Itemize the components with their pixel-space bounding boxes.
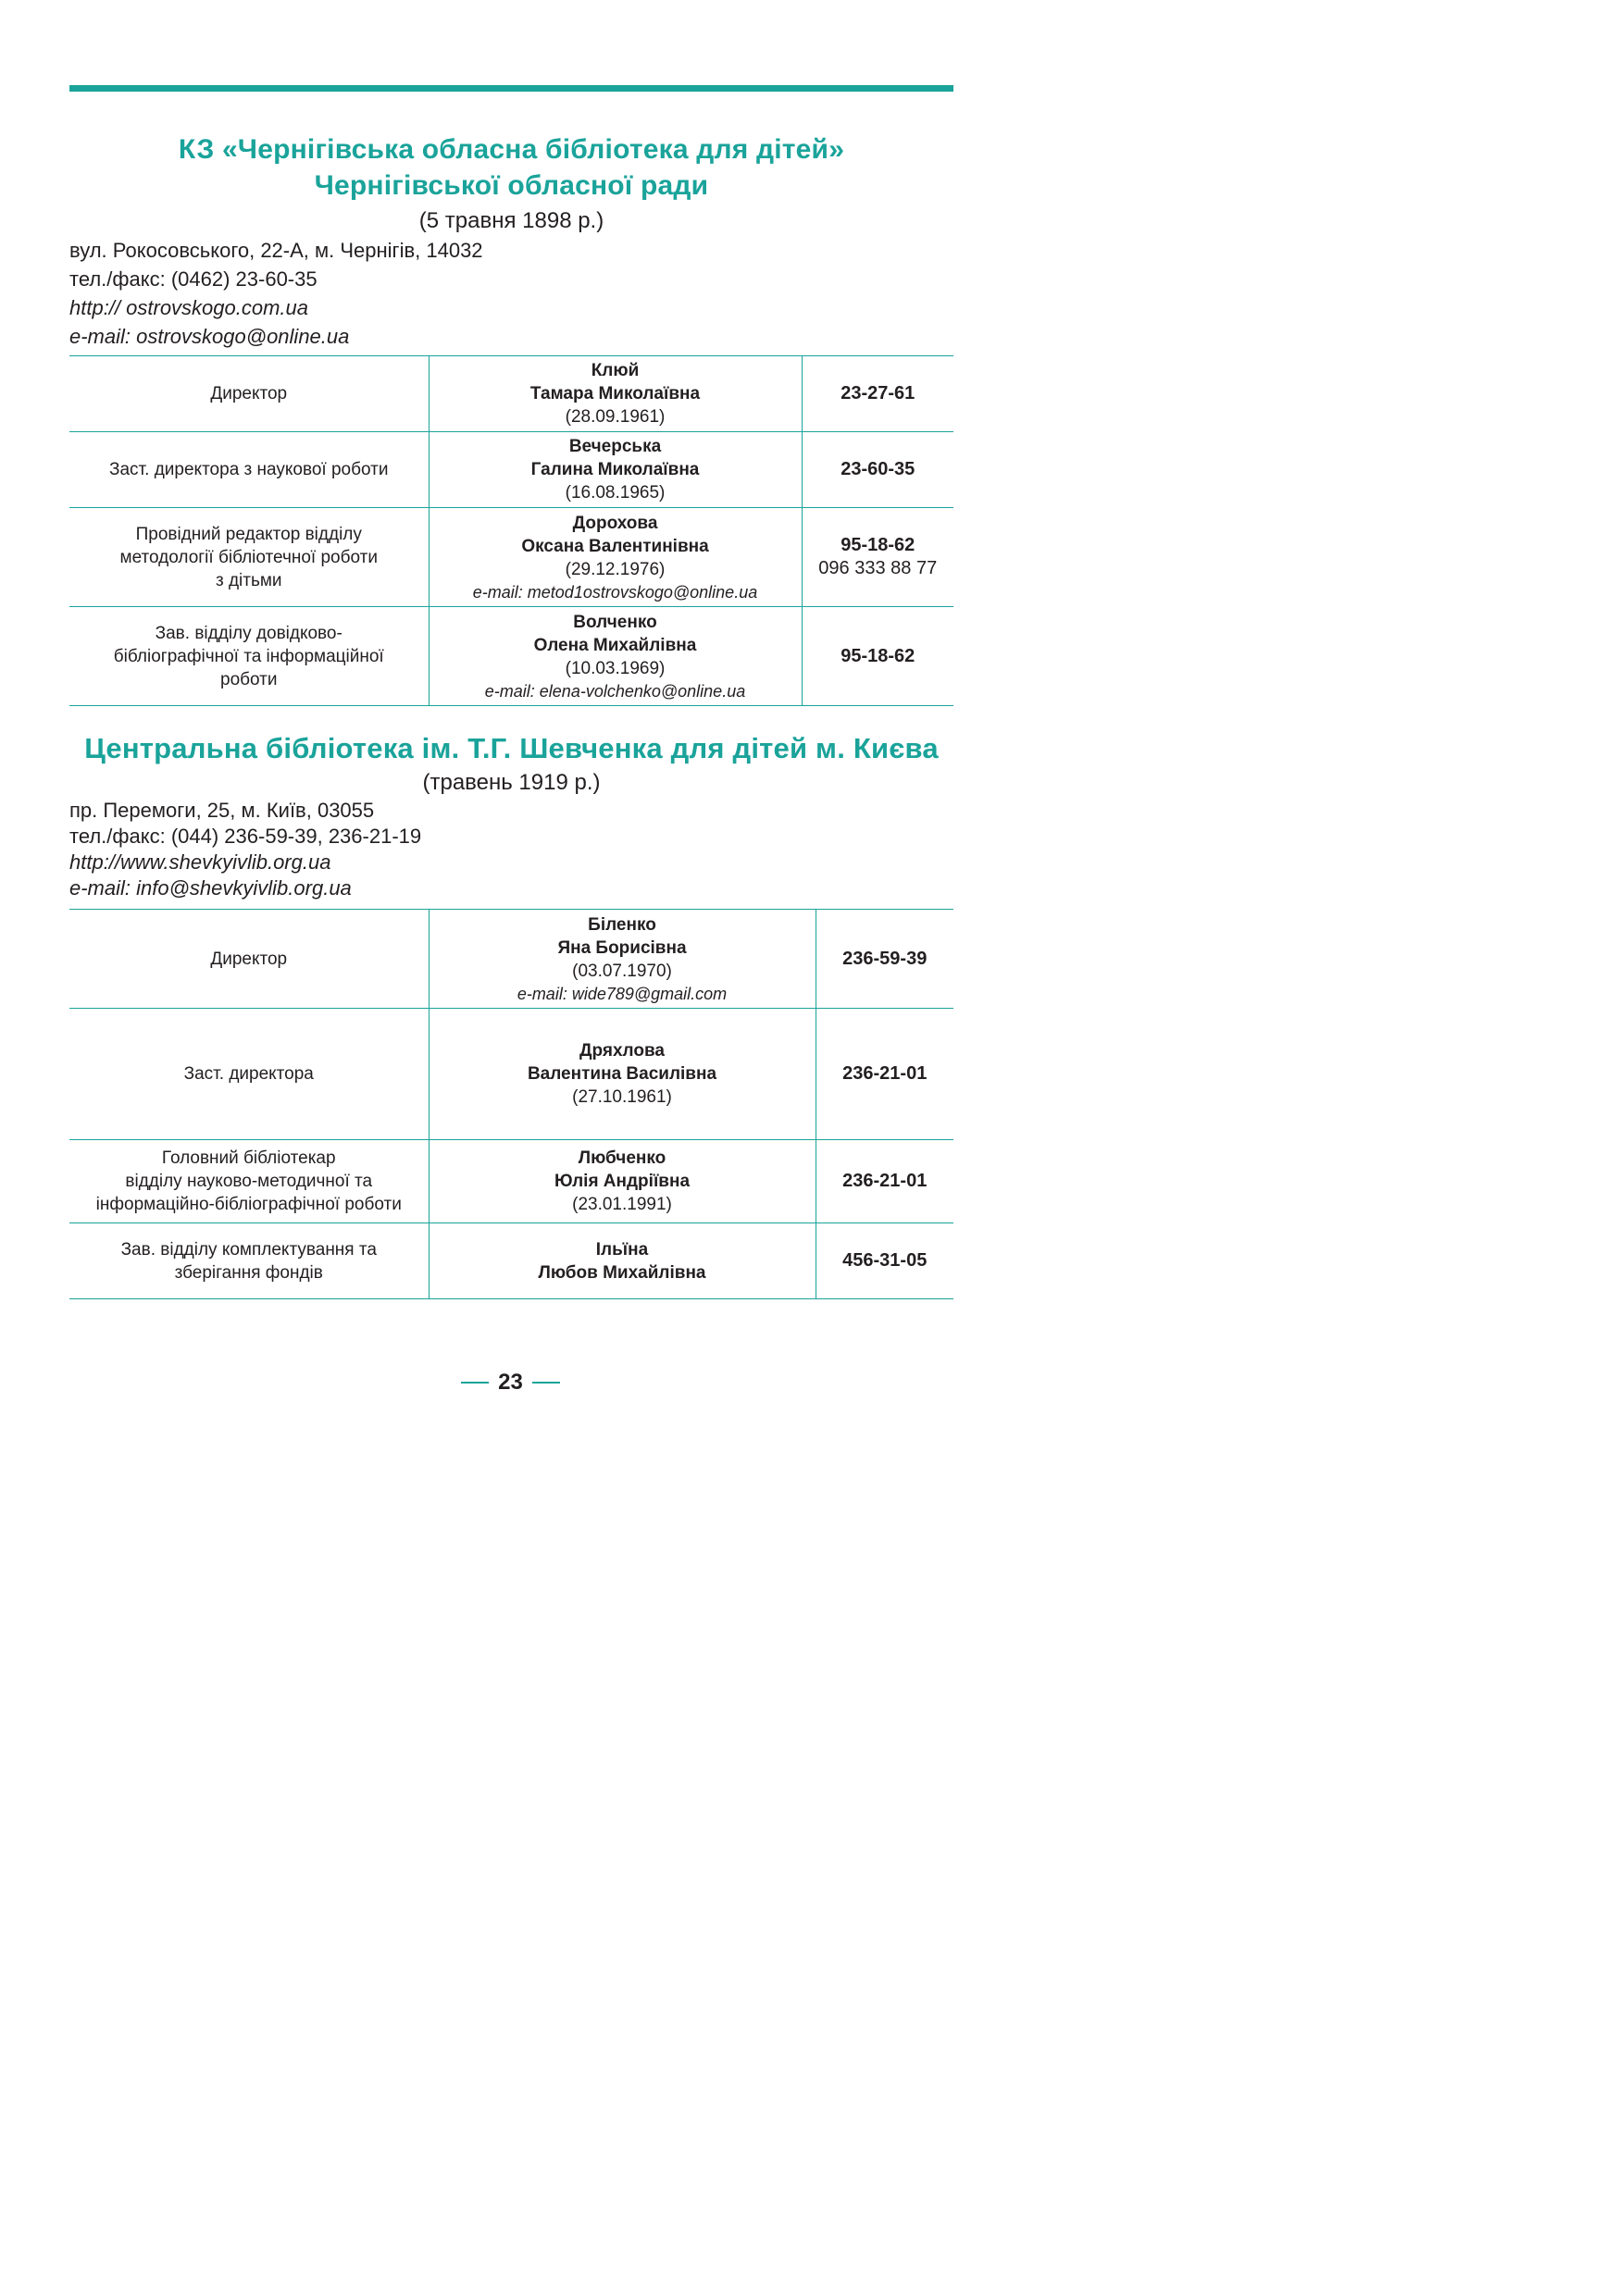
position-cell: Провідний редактор відділу методології бібліотечної роботи з дітьми	[119, 524, 378, 590]
org2-website[interactable]: http://www.shevkyivlib.org.ua	[69, 850, 331, 874]
table-row	[69, 432, 953, 508]
org2-address: пр. Перемоги, 25, м. Київ, 03055	[69, 799, 375, 822]
position-cell: Заст. директора з наукової роботи	[109, 460, 389, 479]
person-cell	[429, 356, 802, 432]
person-cell	[429, 1223, 816, 1299]
position-cell: Головний бібліотекар відділу науково-методичної та інформаційно-бібліографічної роботи	[95, 1148, 402, 1214]
position-cell: Зав. відділу довідково- бібліографічної та інформаційної роботи	[113, 623, 384, 689]
person-cell	[429, 508, 802, 607]
position-cell: Директор	[210, 949, 288, 969]
birth-date: (23.01.1991)	[572, 1195, 672, 1214]
org1-website[interactable]: http:// ostrovskogo.com.ua	[69, 296, 309, 319]
given-name: Юлія Андріївна	[554, 1172, 691, 1191]
phone-cell: 236-21-01	[816, 1140, 953, 1223]
given-name: Тамара Миколаївна	[529, 384, 701, 403]
surname: Волченко	[573, 612, 657, 632]
person-cell	[429, 1009, 816, 1140]
surname: Біленко	[588, 914, 656, 935]
position-cell: Зав. відділу комплектування та зберігання фондів	[120, 1239, 377, 1283]
person-email[interactable]: e-mail: wide789@gmail.com	[517, 984, 728, 1003]
page-footer	[0, 1370, 1021, 1396]
table-row	[69, 356, 953, 432]
org1-title-line2: Чернігівської обласної ради	[314, 170, 709, 201]
person-cell	[429, 910, 816, 1009]
org2-title: Центральна бібліотека ім. Т.Г. Шевченка для дітей м. Києва	[84, 732, 939, 764]
birth-date: (27.10.1961)	[572, 1087, 672, 1107]
surname: Дряхлова	[579, 1041, 665, 1061]
org1-email[interactable]: e-mail: ostrovskogo@online.ua	[69, 325, 350, 348]
phone-cell: 23-60-35	[802, 432, 953, 508]
person-cell	[429, 1140, 816, 1223]
org1-address: вул. Рокосовського, 22-А, м. Чернігів, 14032	[69, 239, 483, 262]
org2-header	[69, 730, 953, 901]
birth-date: (29.12.1976)	[565, 559, 666, 579]
table-row	[69, 1140, 953, 1223]
surname: Вечерська	[568, 437, 662, 456]
given-name: Любов Михайлівна	[538, 1262, 706, 1283]
surname: Любченко	[578, 1148, 666, 1168]
top-accent-bar	[69, 85, 953, 92]
table-row	[69, 1009, 953, 1140]
org1-phone: тел./факс: (0462) 23-60-35	[69, 267, 318, 291]
footer-dash-right	[532, 1382, 560, 1384]
person-email[interactable]: e-mail: elena-volchenko@online.ua	[484, 681, 746, 701]
phone-cell: 95-18-62	[802, 607, 953, 706]
org1-header	[69, 131, 953, 351]
table-row	[69, 1223, 953, 1299]
person-email[interactable]: e-mail: metod1ostrovskogo@online.ua	[472, 582, 758, 602]
phone-cell: 456-31-05	[816, 1223, 953, 1299]
org2-email[interactable]: e-mail: info@shevkyivlib.org.ua	[69, 876, 352, 900]
org1-staff-table	[69, 355, 953, 706]
org1-founded: (5 травня 1898 р.)	[418, 208, 604, 233]
footer-dash-left	[461, 1382, 489, 1384]
phone-cell: 236-21-01	[816, 1009, 953, 1140]
person-cell	[429, 607, 802, 706]
surname: Клюй	[591, 361, 640, 380]
birth-date: (03.07.1970)	[572, 961, 672, 981]
surname: Ільїна	[595, 1239, 649, 1260]
org2-founded: (травень 1919 р.)	[422, 770, 601, 795]
given-name: Олена Михайлівна	[533, 635, 697, 655]
given-name: Галина Миколаївна	[530, 460, 700, 479]
table-row	[69, 607, 953, 706]
birth-date: (10.03.1969)	[565, 658, 666, 678]
phone-cell: 236-59-39	[816, 910, 953, 1009]
birth-date: (28.09.1961)	[565, 407, 666, 427]
page-number: 23	[498, 1370, 523, 1395]
given-name: Оксана Валентинівна	[521, 536, 709, 556]
person-cell	[429, 432, 802, 508]
position-cell: Заст. директора	[183, 1064, 314, 1084]
surname: Дорохова	[572, 513, 658, 533]
given-name: Валентина Василівна	[527, 1064, 717, 1084]
position-cell: Директор	[210, 384, 288, 403]
given-name: Яна Борисівна	[557, 937, 687, 958]
phone-cell: 95-18-62 096 333 88 77	[802, 508, 953, 607]
org2-staff-table	[69, 909, 953, 1299]
org2-phone: тел./факс: (044) 236-59-39, 236-21-19	[69, 825, 422, 848]
table-row	[69, 508, 953, 607]
birth-date: (16.08.1965)	[565, 483, 666, 503]
phone-cell: 23-27-61	[802, 356, 953, 432]
org1-title-line1: КЗ «Чернігівська обласна бібліотека для дітей»	[178, 134, 845, 165]
table-row	[69, 910, 953, 1009]
